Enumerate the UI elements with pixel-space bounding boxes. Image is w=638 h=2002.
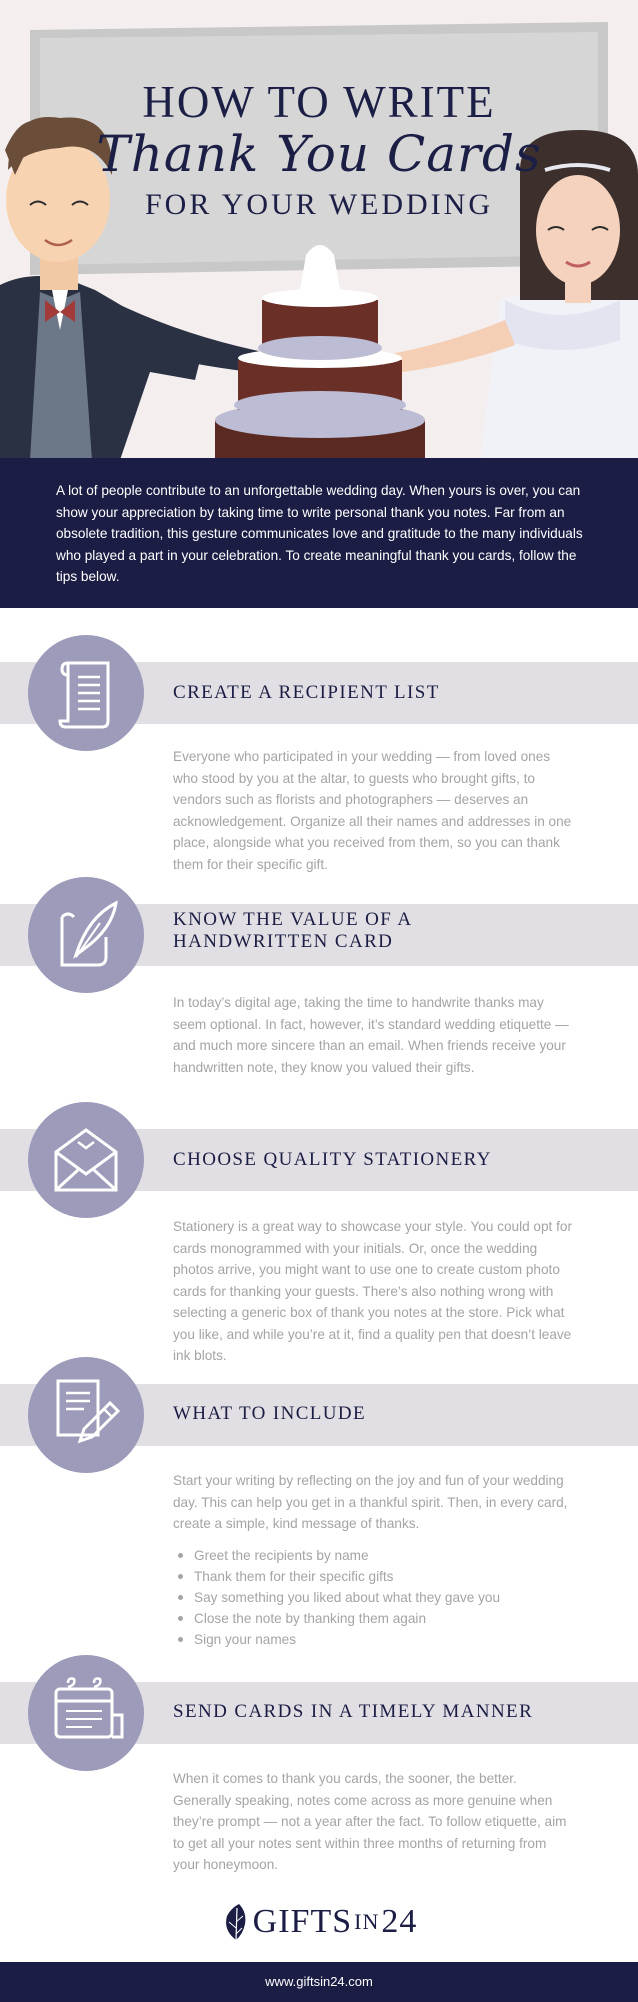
section-heading-line-2: HANDWRITTEN CARD	[173, 931, 394, 952]
section-icon-circle	[28, 1357, 144, 1473]
footer-website-link[interactable]: www.giftsin24.com	[265, 1974, 373, 1989]
list-item: Greet the recipients by name	[190, 1545, 570, 1566]
list-item: Thank them for their specific gifts	[190, 1566, 570, 1587]
scroll-list-icon	[28, 635, 144, 751]
list-item: Sign your names	[190, 1629, 570, 1650]
leaf-icon	[221, 1902, 251, 1942]
footer-bar	[0, 1962, 638, 2002]
section-icon-circle	[28, 1102, 144, 1218]
calendar-icon	[28, 1655, 144, 1771]
section-body: Everyone who participated in your wedding — from loved ones who stood by you at the altar, to guests who brought gifts, to vendors such as florists and photographers — deserves an acknowledgement. Organize all their names and addresses in one place, alongside what you received from them, so you can thank them for their specific gift.	[173, 749, 572, 872]
intro-text: A lot of people contribute to an unforgettable wedding day. When yours is over, you can show your appreciation by taking time to write personal thank you notes. Far from an obsolete tradition, this gesture communicates love and gratitude to the many individuals who played a part in your celebration. To create meaningful thank you cards, follow the tips below.	[56, 483, 583, 584]
logo-text-in: IN	[354, 1909, 380, 1934]
section-icon-circle	[28, 1655, 144, 1771]
section-heading: CREATE A RECIPIENT LIST	[173, 682, 440, 703]
hero-banner	[0, 0, 638, 458]
section-heading-line-1: KNOW THE VALUE OF A	[173, 909, 413, 930]
brand-logo	[0, 1902, 638, 1952]
include-bullet-list	[190, 1545, 570, 1650]
section-icon-circle	[28, 635, 144, 751]
logo-text-gifts: GIFTS	[252, 1903, 353, 1940]
list-item: Say something you liked about what they gave you	[190, 1587, 570, 1608]
section-body: Start your writing by reflecting on the joy and fun of your wedding day. This can help you get in a thankful spirit. Then, in every card, create a simple, kind message of thanks.	[173, 1473, 568, 1531]
section-icon-circle	[28, 877, 144, 993]
section-heading: SEND CARDS IN A TIMELY MANNER	[173, 1701, 534, 1722]
envelope-icon	[28, 1102, 144, 1218]
section-heading: WHAT TO INCLUDE	[173, 1403, 367, 1424]
list-item: Close the note by thanking them again	[190, 1608, 570, 1629]
logo-text-24: 24	[381, 1903, 418, 1940]
quill-pen-icon	[28, 877, 144, 993]
title-line-2: Thank You Cards	[96, 125, 542, 183]
title-line-3: FOR YOUR WEDDING	[145, 188, 493, 221]
section-heading: CHOOSE QUALITY STATIONERY	[173, 1149, 492, 1170]
section-body: When it comes to thank you cards, the sooner, the better. Generally speaking, notes come across as more genuine when they’re prompt — not a year after the fact. To follow etiquette, aim to get all your notes sent within three months of returning from your honeymoon.	[173, 1771, 567, 1872]
title-line-1: HOW TO WRITE	[142, 77, 496, 127]
section-body: In today’s digital age, taking the time to handwrite thanks may seem optional. In fact, however, it’s standard wedding etiquette — and much more sincere than an email. When friends receive your handwritten note, they know you valued their gifts.	[173, 995, 569, 1075]
document-pencil-icon	[28, 1357, 144, 1473]
intro-panel	[0, 458, 638, 608]
section-heading	[173, 909, 413, 953]
section-body: Stationery is a great way to showcase your style. You could opt for cards monogrammed with your initials. Or, once the wedding photos arrive, you might want to use one to create custom photo cards for thanking your guests. There’s also nothing wrong with selecting a generic box of thank you notes at the store. Pick what you like, and while you’re at it, find a quality pen that doesn’t leave ink blots.	[173, 1219, 572, 1363]
